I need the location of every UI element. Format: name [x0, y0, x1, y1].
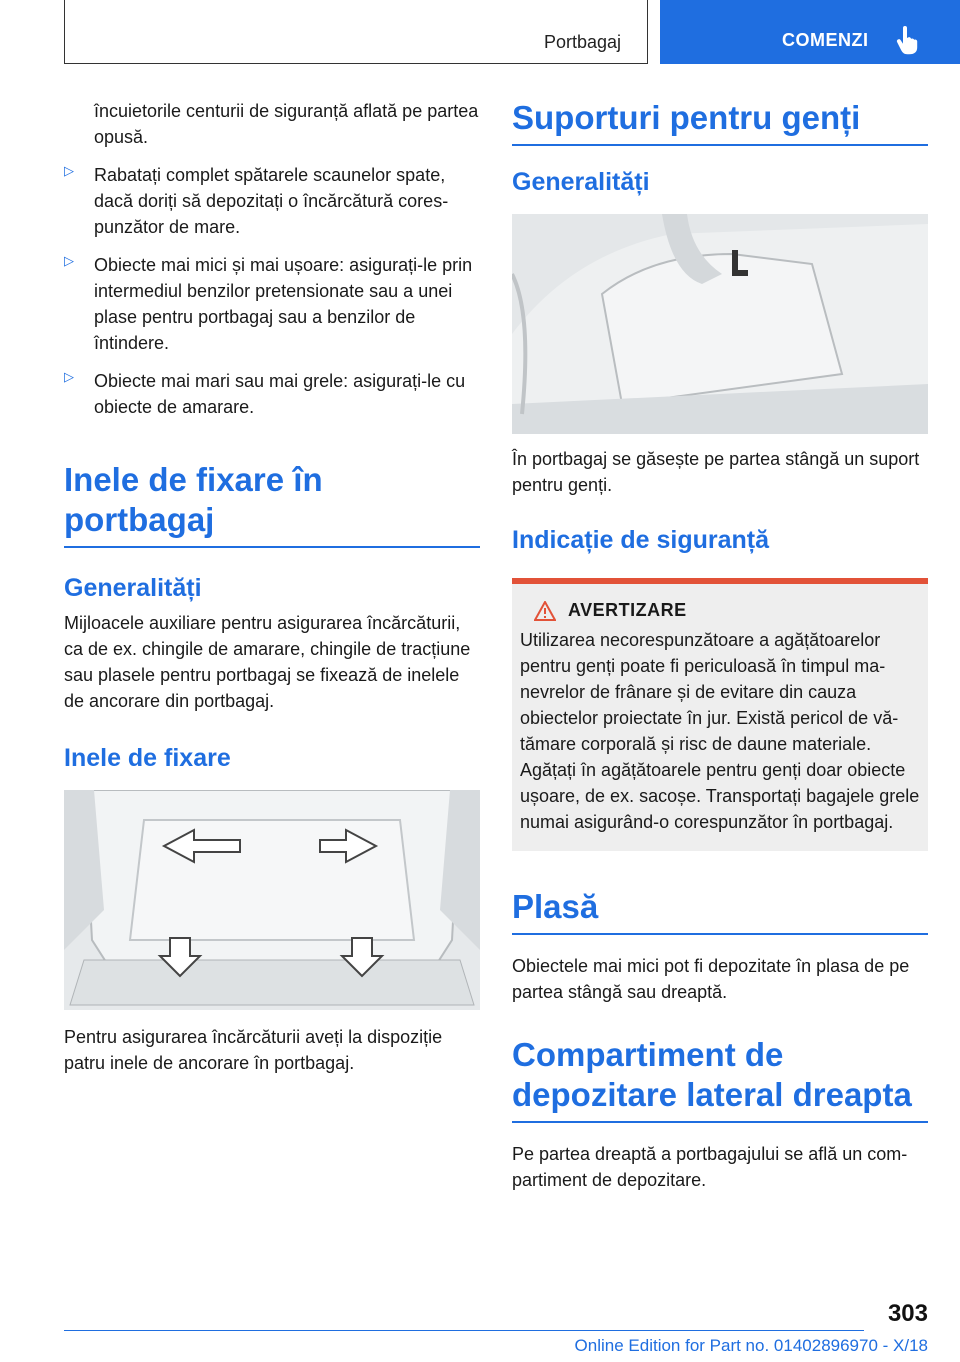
section-heading: Inele de fixare în portbagaj: [64, 460, 480, 548]
subsection-heading: Generalități: [512, 168, 650, 196]
trunk-tie-down-rings-image: [64, 790, 480, 1010]
section-heading: Compartiment de depozitare lateral dreapta: [512, 1035, 928, 1123]
hand-pointer-icon: [896, 26, 920, 56]
list-item-text: Obiecte mai mari sau mai grele: asigurați-le cu obiecte de amarare.: [94, 371, 466, 417]
list-item-text: Obiecte mai mici și mai ușoare: asigurați-le prin intermediul benzilor pretensionate sau a unei plase pentru portbagaj sau a benzilor de întindere.: [94, 255, 473, 353]
list-item: [64, 368, 480, 420]
header-section-box: [64, 0, 648, 64]
subsection-heading: Indicație de siguranță: [512, 526, 770, 554]
list-item-text: Rabatați complet spătarele scaunelor spate, dacă doriți să depozitați o încărcătură corespunzător de mare.: [94, 165, 449, 237]
subsection-heading: Generalități: [64, 574, 202, 602]
left-column: [64, 98, 480, 1076]
footer-edition: Online Edition for Part no. 01402896970 - X/18: [574, 1336, 928, 1355]
warning-title-text: AVERTIZARE: [568, 600, 687, 620]
triangle-bullet-icon: ▷: [64, 253, 74, 268]
trunk-bag-hook-image: [512, 214, 928, 434]
section-heading: Plasă: [512, 887, 928, 935]
continued-text: încuietorile centurii de siguranță aflată pe partea opusă.: [94, 101, 479, 147]
header-section-title: Portbagaj: [543, 32, 621, 52]
paragraph: Pe partea dreaptă a portbagajului se află un compartiment de depozitare.: [512, 1144, 908, 1190]
warning-title: [520, 600, 920, 621]
header-tab-label: COMENZI: [782, 30, 869, 50]
warning-box: [512, 578, 928, 851]
header-tab-comenzi[interactable]: [660, 0, 960, 64]
right-column: [512, 98, 928, 1193]
triangle-bullet-icon: ▷: [64, 369, 74, 384]
list-item: [64, 252, 480, 356]
page-number: 303: [887, 1300, 928, 1327]
subsection-heading: Inele de fixare: [64, 744, 231, 772]
paragraph: Pentru asigurarea încărcăturii aveți la dispoziție patru inele de ancorare în portbagaj.: [64, 1027, 443, 1073]
paragraph: În portbagaj se găsește pe partea stângă un suport pentru genți.: [512, 449, 920, 495]
warning-triangle-icon: [534, 601, 556, 621]
paragraph: Obiectele mai mici pot fi depozitate în plasa de pe partea stângă sau dreaptă.: [512, 956, 910, 1002]
warning-text: Utilizarea necorespunzătoare a agățătoarelor pentru genți poate fi periculoasă în timpul manevrelor de frânare și de evitare din cauza obiectelor proiectate în jur. Există pericol de vătămare corporală și risc de daune materiale. Agățați în agățătoarele pentru genți doar obiecte ușoare, de ex. sacoșe. Transportați bagajele grele numai asigurând-o corespunzător în portbagaj.: [520, 630, 920, 832]
paragraph: Mijloacele auxiliare pentru asigurarea încărcăturii, ca de ex. chingile de amarare, chingile de tracțiune sau plasele pentru portbagaj se fixează de inelele de ancorare din portbagaj.: [64, 613, 471, 711]
list-item: [64, 162, 480, 240]
footer-divider: [64, 1330, 864, 1331]
triangle-bullet-icon: ▷: [64, 163, 74, 178]
section-heading: Suporturi pentru genți: [512, 98, 928, 146]
